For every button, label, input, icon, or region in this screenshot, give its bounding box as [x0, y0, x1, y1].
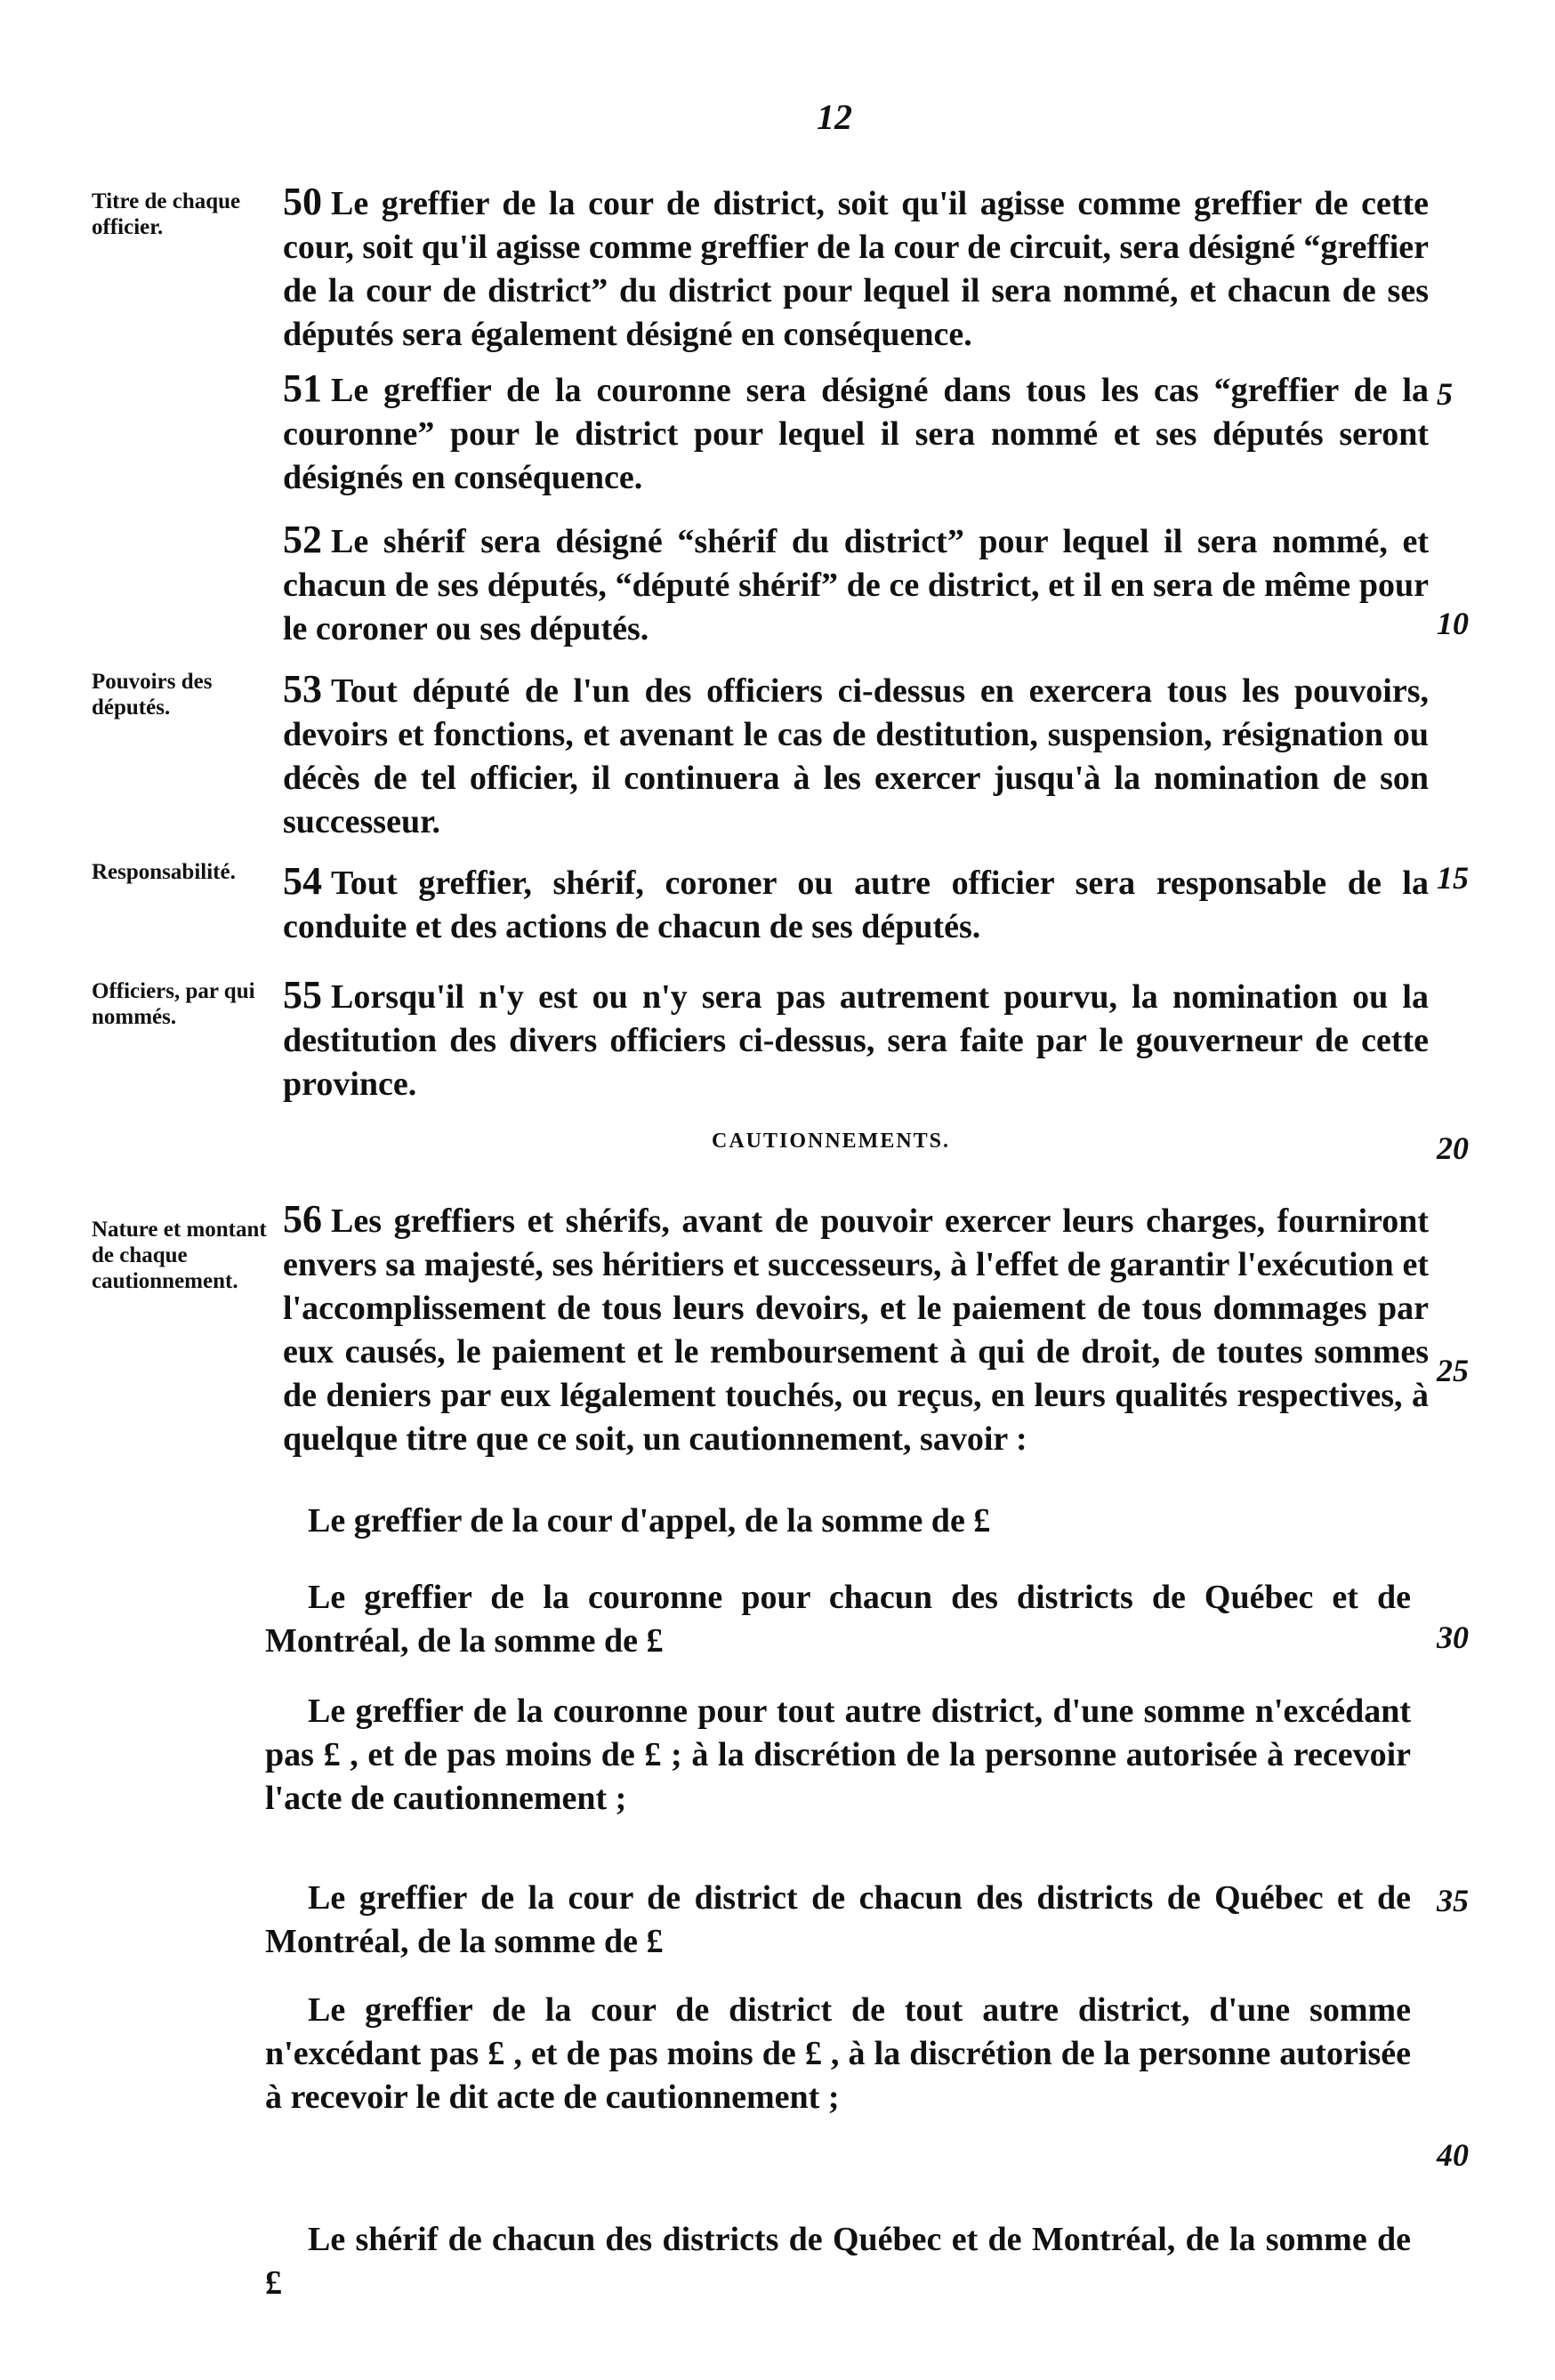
margin-note-pouvoirs: Pouvoirs des députés. [92, 670, 213, 720]
section-54 [283, 859, 1429, 949]
line-number: 40 [1437, 2137, 1469, 2173]
line-number: 20 [1437, 1130, 1469, 1166]
bond-item: Le greffier de la cour de district de chacun des districts de Québec et de Montréal, de la somme de £ [265, 1879, 1411, 1960]
section-51 [283, 366, 1429, 500]
section-number: 51 [283, 366, 322, 410]
section-text: Tout greffier, shérif, coroner ou autre officier sera responsable de la conduite et des actions de chacun de ses députés. [283, 864, 1429, 945]
section-50 [283, 180, 1429, 357]
margin-note-titre: Titre de chaque officier. [92, 189, 241, 239]
section-number: 52 [283, 518, 322, 561]
section-number: 55 [283, 973, 322, 1017]
bond-item: Le greffier de la couronne pour chacun des districts de Québec et de Montréal, de la somme de £ [265, 1579, 1411, 1660]
line-number: 35 [1437, 1883, 1469, 1918]
section-number: 53 [283, 667, 322, 711]
section-53 [283, 667, 1429, 844]
bond-item: Le greffier de la cour d'appel, de la somme de £ [308, 1502, 991, 1540]
section-text: Lorsqu'il n'y est ou n'y sera pas autrement pourvu, la nomination ou la destitution des divers officiers ci-dessus, sera faite par le gouverneur de cette province. [283, 978, 1429, 1103]
section-text: Le shérif sera désigné “shérif du district” pour lequel il sera nommé, et chacun de ses députés, “député shérif” de ce district, et il en sera de même pour le coroner ou ses députés. [283, 523, 1429, 647]
line-number: 10 [1437, 606, 1469, 641]
section-number: 54 [283, 859, 322, 903]
bond-item: Le shérif de chacun des districts de Québec et de Montréal, de la somme de £ [265, 2221, 1411, 2302]
section-text: Le greffier de la cour de district, soit qu'il agisse comme greffier de cette cour, soit qu'il agisse comme greffier de la cour de circuit, sera désigné “greffier de la cour de district” du district pour lequel il sera nommé, et chacun de ses députés sera également désigné en conséquence. [283, 185, 1429, 353]
section-text: Tout député de l'un des officiers ci-dessus en exercera tous les pouvoirs, devoirs et fonctions, et avenant le cas de destitution, suspension, résignation ou décès de tel officier, il continuera à les exercer jusqu'à la nomination de son successeur. [283, 672, 1429, 840]
section-number: 56 [283, 1197, 322, 1241]
section-number: 50 [283, 180, 322, 223]
bond-item: Le greffier de la couronne pour tout autre district, d'une somme n'excédant pas £ , et de pas moins de £ ; à la discrétion de la personne autorisée à recevoir l'acte de cautionnement ; [265, 1693, 1411, 1817]
section-55 [283, 973, 1429, 1106]
section-52 [283, 518, 1429, 651]
section-text: Le greffier de la couronne sera désigné dans tous les cas “greffier de la couronne” pour le district pour lequel il sera nommé et ses députés seront désignés en conséquence. [283, 372, 1429, 496]
line-number: 25 [1437, 1353, 1469, 1388]
section-heading: CAUTIONNEMENTS. [712, 1130, 951, 1153]
margin-note-officiers: Officiers, par qui nommés. [92, 979, 255, 1029]
bond-item: Le greffier de la cour de district de tout autre district, d'une somme n'excédant pas £ , et de pas moins de £ , à la discrétion de la personne autorisée à recevoir le dit acte de cautionnement ; [265, 1991, 1411, 2116]
section-text: Les greffiers et shérifs, avant de pouvoir exercer leurs charges, fourniront envers sa majesté, ses héritiers et successeurs, à l'effet de garantir l'exécution et l'accomplissement de tous leurs devoirs, et le paiement de tous dommages par eux causés, le paiement et le remboursement à qui de droit, de toutes sommes de deniers par eux légalement touchés, ou reçus, en leurs qualités respectives, à quelque titre que ce soit, un cautionnement, savoir : [283, 1202, 1429, 1458]
line-number: 15 [1437, 860, 1469, 896]
page-number: 12 [817, 97, 852, 137]
margin-note-responsabilite: Responsabilité. [92, 860, 236, 884]
margin-note-nature: Nature et montant de chaque cautionnement. [92, 1218, 267, 1293]
line-number: 5 [1437, 376, 1453, 412]
line-number: 30 [1437, 1620, 1469, 1655]
section-56 [283, 1197, 1429, 1461]
